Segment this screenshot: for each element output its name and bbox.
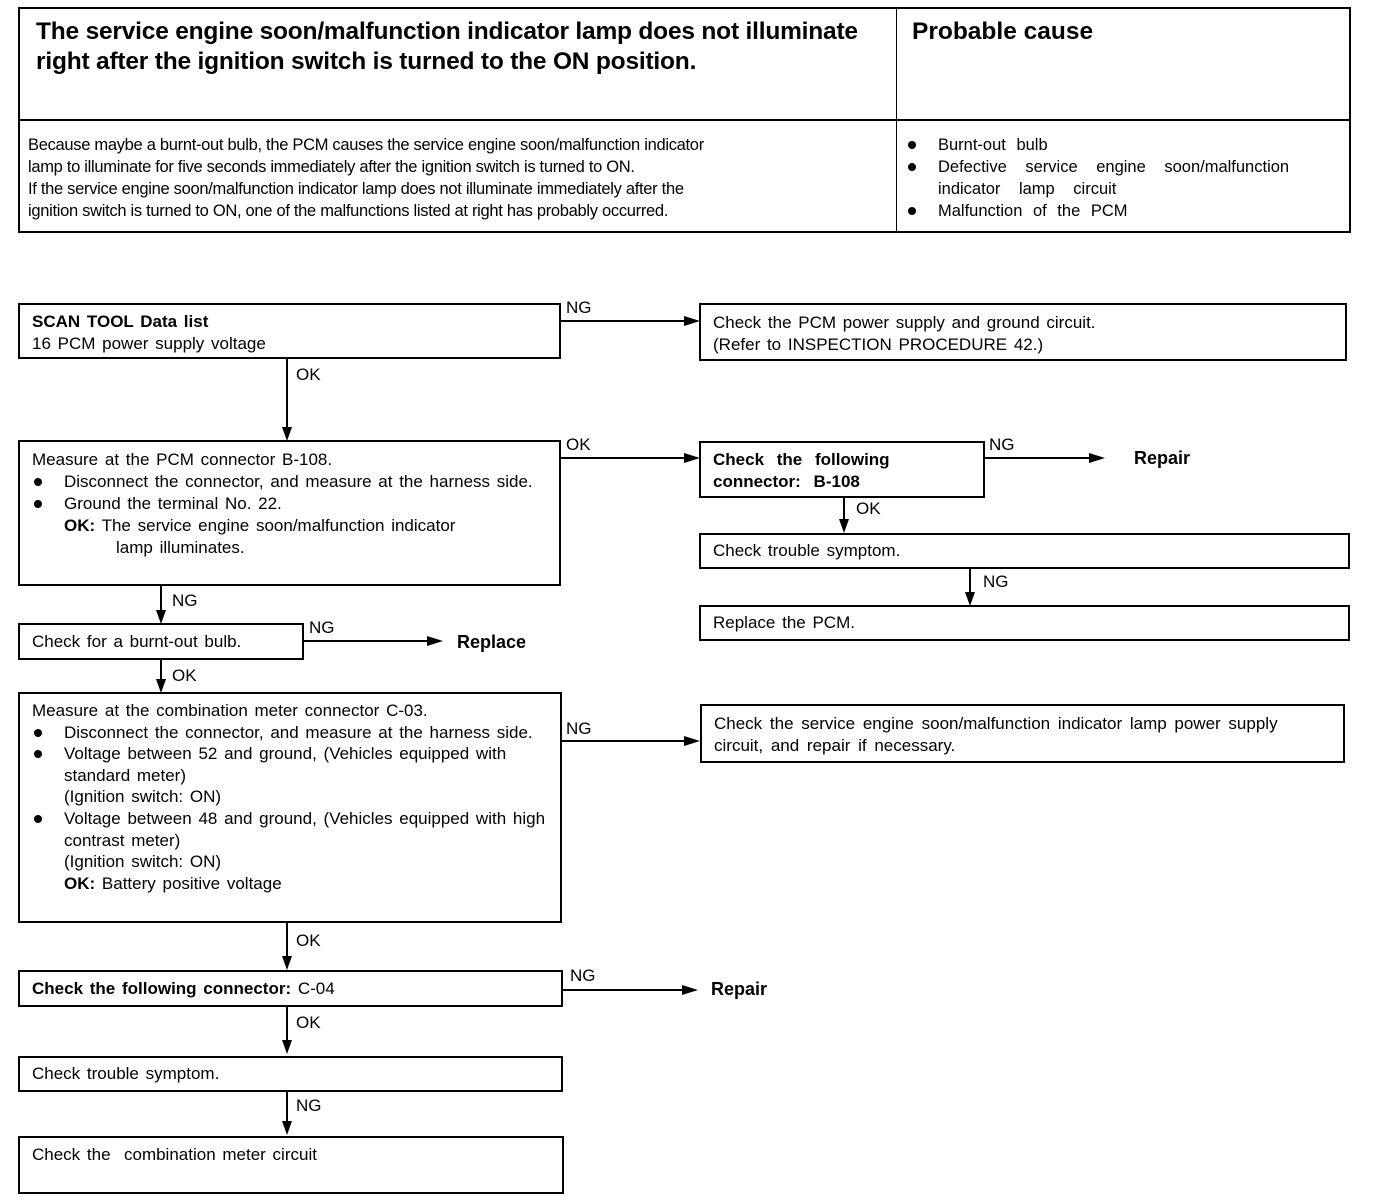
ng-label: NG bbox=[983, 572, 1009, 591]
arrow-down-icon bbox=[282, 956, 292, 970]
replace-pcm-step: Replace the PCM. bbox=[699, 605, 1350, 641]
bullet-icon bbox=[34, 500, 42, 508]
ok-label: OK bbox=[296, 931, 321, 950]
cause-item: Malfunction of the PCM bbox=[904, 200, 1350, 222]
measure-pcm-bullet: Ground the terminal No. 22. bbox=[32, 493, 547, 515]
probable-cause-list bbox=[904, 134, 1350, 222]
arrow-right-icon bbox=[1089, 453, 1105, 463]
connector-line bbox=[160, 586, 162, 612]
check-meter-circuit-step: Check the combination meter circuit bbox=[18, 1136, 564, 1194]
arrow-right-icon bbox=[684, 453, 700, 463]
ok-criteria-label: OK: bbox=[64, 516, 96, 535]
measure-meter-title: Measure at the combination meter connector C-03. bbox=[32, 701, 428, 720]
measure-pcm-connector-step bbox=[18, 440, 561, 586]
ng-label: NG bbox=[296, 1096, 322, 1115]
ok-label: OK bbox=[296, 365, 321, 384]
bullet-icon bbox=[34, 729, 42, 737]
measure-meter-ok-criteria: OK: Battery positive voltage bbox=[64, 873, 282, 893]
arrow-right-icon bbox=[427, 636, 443, 646]
measure-meter-bullet: Disconnect the connector, and measure at the harness side. bbox=[32, 722, 548, 744]
description-line: Because maybe a burnt-out bulb, the PCM causes the service engine soon/malfunction indicator bbox=[28, 136, 704, 154]
ok-label: OK bbox=[296, 1013, 321, 1032]
scan-tool-step bbox=[18, 303, 561, 359]
measure-meter-connector-step bbox=[18, 692, 562, 923]
check-trouble-symptom-right-step: Check trouble symptom. bbox=[699, 533, 1350, 569]
probable-cause-heading: Probable cause bbox=[912, 18, 1094, 45]
connector-line bbox=[969, 569, 971, 593]
arrow-down-icon bbox=[839, 519, 849, 533]
measure-pcm-title: Measure at the PCM connector B-108. bbox=[32, 450, 333, 469]
bullet-icon bbox=[908, 163, 916, 171]
arrow-down-icon bbox=[282, 1040, 292, 1054]
cause-item: Burnt-out bulb bbox=[904, 134, 1350, 156]
ng-label: NG bbox=[172, 591, 198, 610]
check-connector-b108-step bbox=[699, 441, 985, 498]
ng-label: NG bbox=[566, 719, 592, 738]
arrow-right-icon bbox=[682, 985, 698, 995]
measure-pcm-ok-criteria: OK: The service engine soon/malfunction indicator lamp illuminates. bbox=[64, 516, 456, 557]
check-connector-c04-step bbox=[18, 970, 563, 1007]
ok-label: OK bbox=[172, 666, 197, 685]
arrow-down-icon bbox=[156, 610, 166, 624]
bullet-icon bbox=[908, 141, 916, 149]
connector-line bbox=[563, 989, 683, 991]
ng-label: NG bbox=[570, 966, 596, 985]
arrow-right-icon bbox=[684, 736, 700, 746]
connector-line bbox=[561, 457, 685, 459]
repair-outcome: Repair bbox=[1134, 448, 1191, 468]
ok-label: OK bbox=[856, 499, 881, 518]
check-connector-c04-label: Check the following connector: bbox=[32, 979, 292, 998]
repair-outcome: Repair bbox=[711, 979, 768, 999]
connector-line bbox=[286, 1007, 288, 1041]
symptom-table bbox=[18, 7, 1351, 233]
ok-label: OK bbox=[566, 435, 591, 454]
description-line: If the service engine soon/malfunction indicator lamp does not illuminate immediately after the bbox=[28, 180, 684, 198]
connector-line bbox=[304, 640, 428, 642]
bullet-icon bbox=[908, 207, 916, 215]
pcm-power-check-line2: (Refer to INSPECTION PROCEDURE 42.) bbox=[713, 335, 1044, 354]
ng-label: NG bbox=[566, 298, 592, 317]
connector-line bbox=[286, 1092, 288, 1122]
connector-line bbox=[985, 457, 1090, 459]
measure-pcm-bullet: Disconnect the connector, and measure at the harness side. bbox=[32, 471, 547, 493]
pcm-power-check-step bbox=[699, 303, 1347, 361]
connector-line bbox=[160, 660, 162, 680]
connector-line bbox=[286, 359, 288, 429]
lamp-power-supply-check-step: Check the service engine soon/malfunction indicator lamp power supply circuit, and repair if necessary. bbox=[700, 704, 1345, 763]
measure-meter-bullet: Voltage between 48 and ground, (Vehicles equipped with high contrast meter) (Ignition switch: ON) bbox=[32, 808, 548, 873]
arrow-down-icon bbox=[282, 427, 292, 441]
ng-label: NG bbox=[989, 435, 1015, 454]
bullet-icon bbox=[34, 750, 42, 758]
arrow-right-icon bbox=[684, 316, 700, 326]
description-line: lamp to illuminate for five seconds immediately after the ignition switch is turned to ON. bbox=[28, 158, 635, 176]
ok-criteria-label: OK: bbox=[64, 873, 96, 893]
arrow-down-icon bbox=[282, 1121, 292, 1135]
arrow-down-icon bbox=[156, 679, 166, 693]
measure-meter-bullets bbox=[32, 722, 548, 873]
ng-label: NG bbox=[309, 618, 335, 637]
connector-line bbox=[562, 740, 685, 742]
description-line: ignition switch is turned to ON, one of the malfunctions listed at right has probably occurred. bbox=[28, 202, 669, 220]
scan-tool-title: SCAN TOOL Data list bbox=[32, 312, 209, 331]
bullet-icon bbox=[34, 478, 42, 486]
measure-pcm-bullets bbox=[32, 471, 547, 515]
symptom-title: The service engine soon/malfunction indicator lamp does not illuminate right after the ignition switch is turned to the ON position. bbox=[36, 18, 858, 75]
measure-meter-bullet: Voltage between 52 and ground, (Vehicles equipped with standard meter) (Ignition switch: ON) bbox=[32, 743, 548, 808]
connector-line bbox=[286, 923, 288, 957]
scan-tool-item: 16 PCM power supply voltage bbox=[32, 334, 266, 353]
table-row-divider bbox=[20, 119, 1349, 121]
check-bulb-step: Check for a burnt-out bulb. bbox=[18, 623, 304, 660]
bullet-icon bbox=[34, 815, 42, 823]
pcm-power-check-line1: Check the PCM power supply and ground circuit. bbox=[713, 313, 1096, 332]
connector-id: C-04 bbox=[297, 979, 335, 998]
replace-outcome: Replace bbox=[457, 632, 527, 652]
connector-line bbox=[561, 320, 685, 322]
check-trouble-symptom-left-step: Check trouble symptom. bbox=[18, 1056, 563, 1092]
connector-line bbox=[843, 498, 845, 520]
symptom-description bbox=[28, 134, 898, 222]
check-connector-b108-text: Check the following connector: B-108 bbox=[713, 450, 890, 491]
arrow-down-icon bbox=[965, 592, 975, 606]
cause-item: Defective service engine soon/malfunction indicator lamp circuit bbox=[904, 156, 1350, 200]
